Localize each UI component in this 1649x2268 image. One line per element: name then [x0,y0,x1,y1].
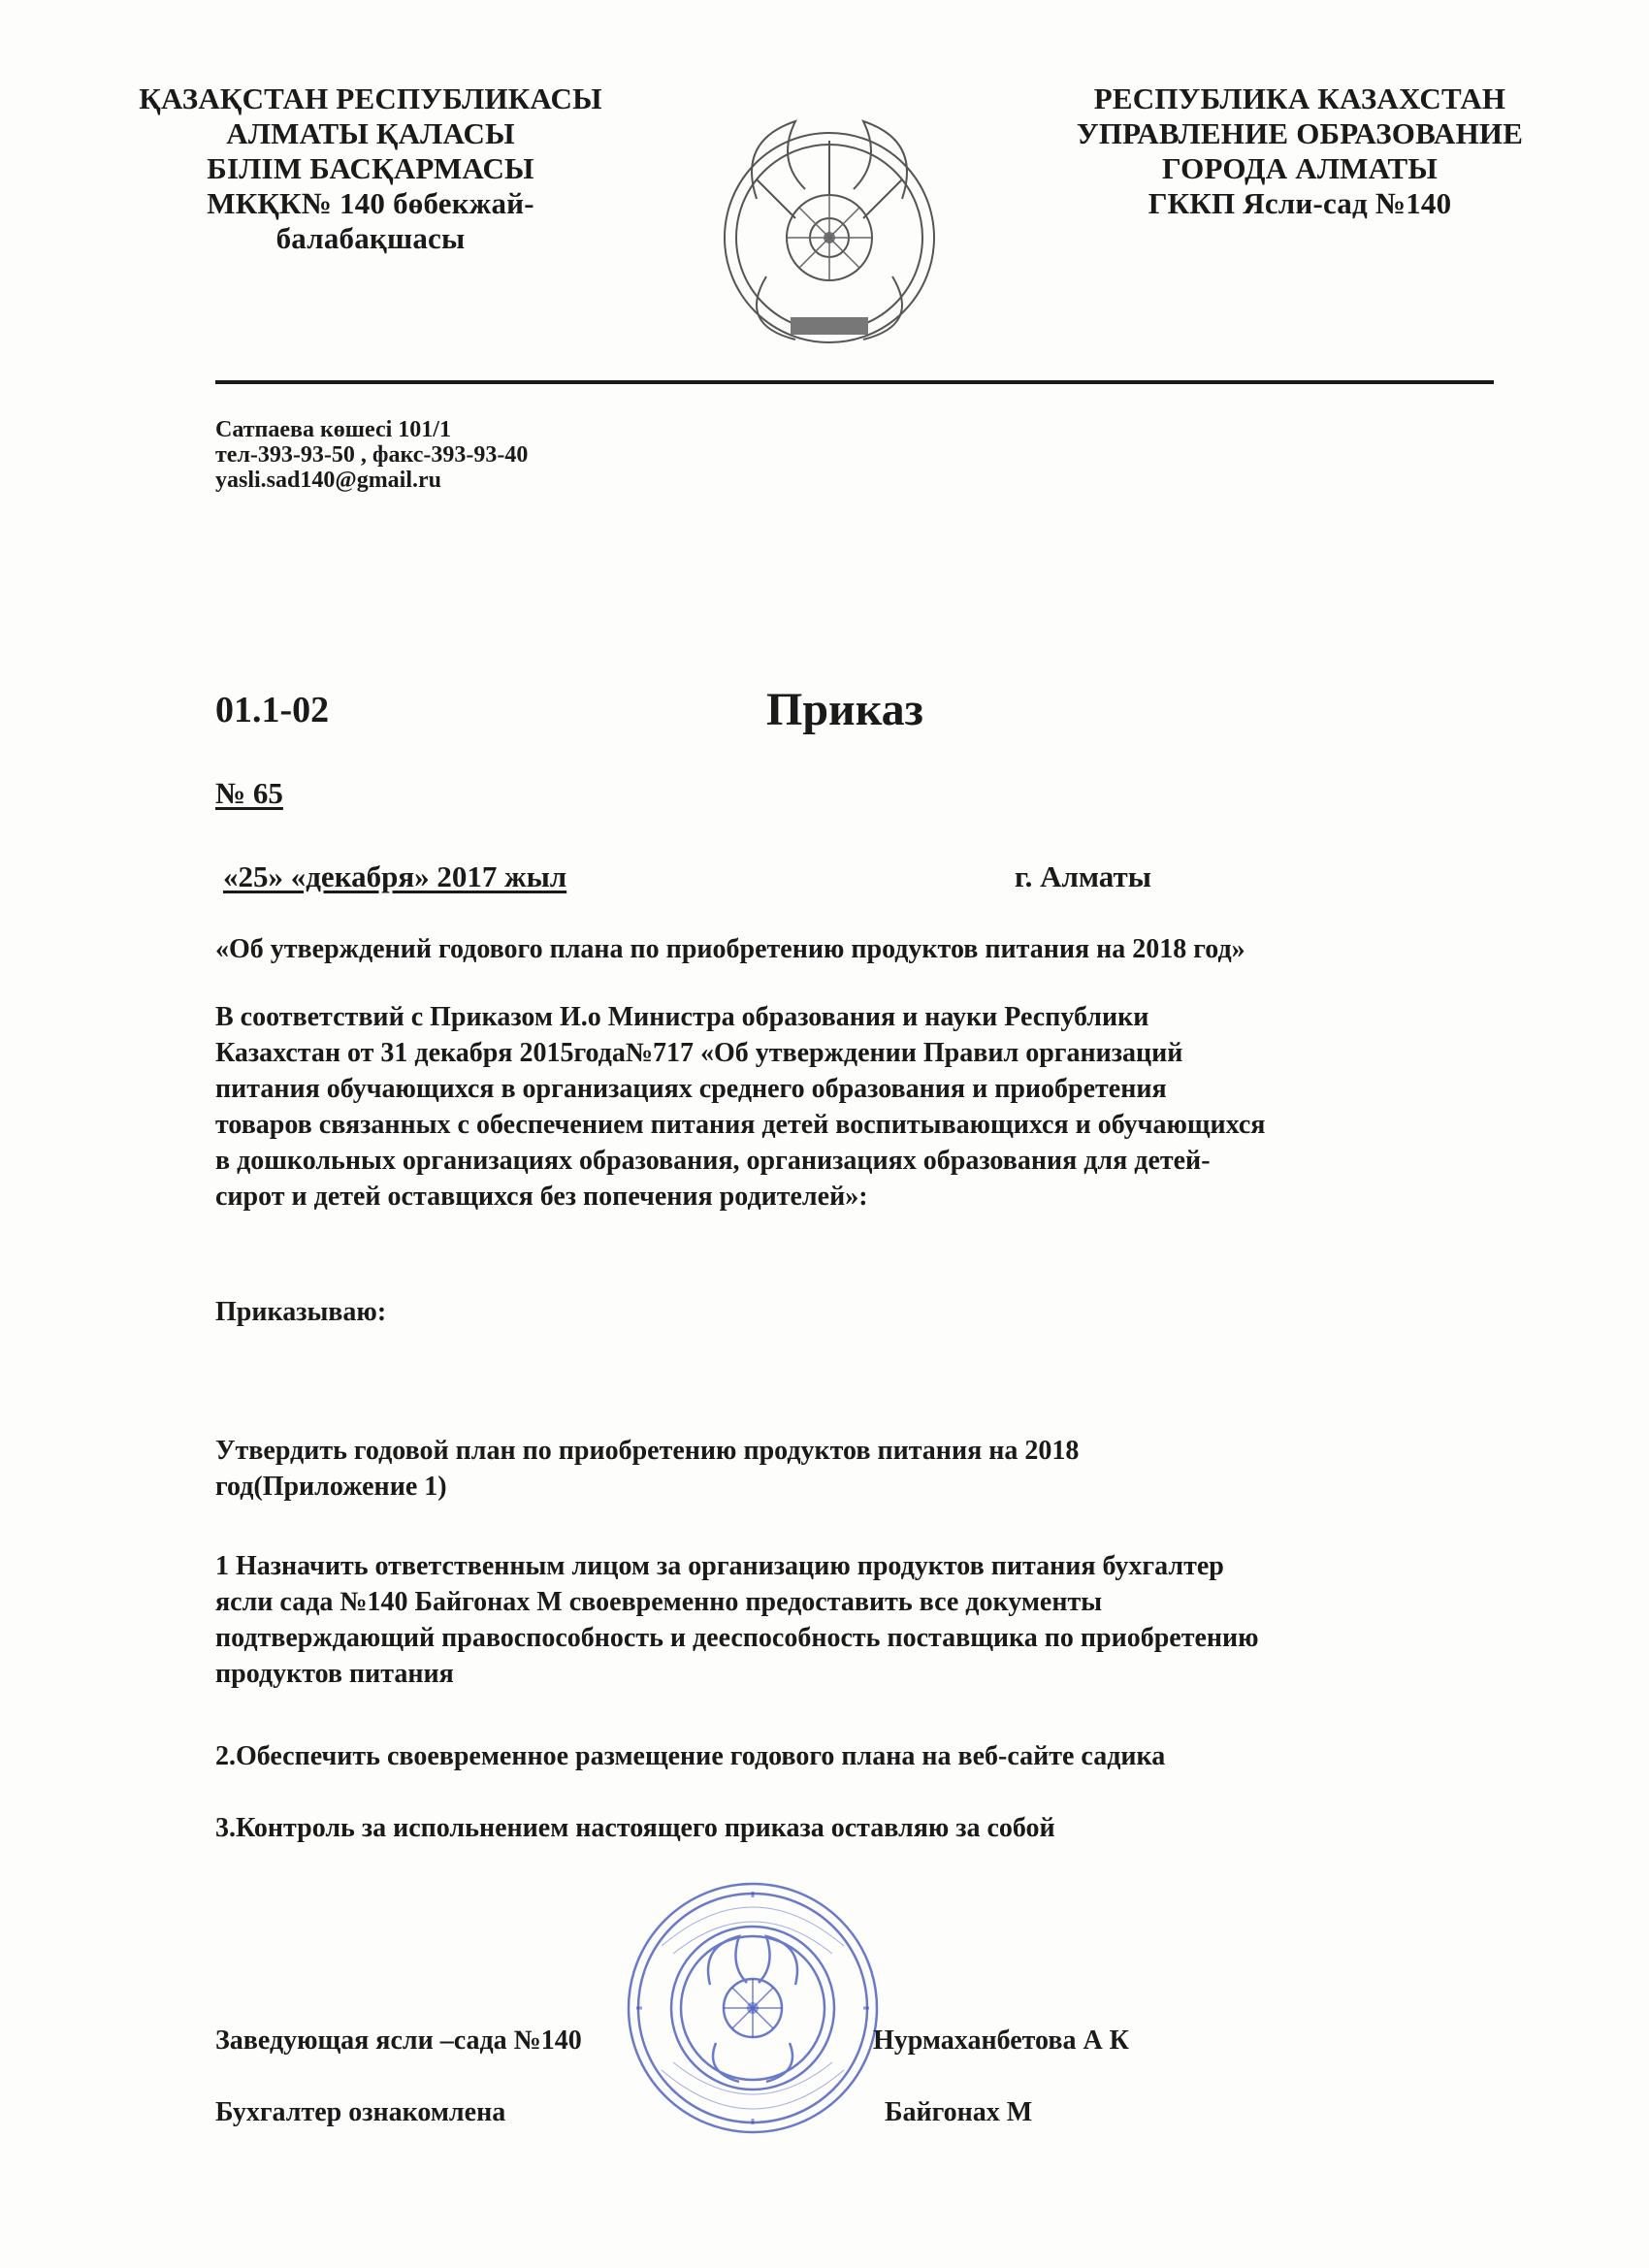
order-number: № 65 [215,776,283,810]
accountant-title: Бухгалтер ознакомлена [215,2097,506,2127]
item-line: ясли сада №140 Байгонах М своевременно предоставить все документы [215,1587,1103,1617]
document-code: 01.1-02 [215,690,330,730]
accountant-name: Байгонах М [885,2097,1033,2127]
preamble [215,999,1505,1215]
header-left-line: МКҚК№ 140 бөбекжай- [207,186,534,220]
header-right-line: ГОРОДА АЛМАТЫ [1162,151,1438,185]
order-city: г. Алматы [1015,859,1151,893]
header-left-line: БІЛІМ БАСҚАРМАСЫ [207,151,534,185]
order-item [215,1738,1505,1774]
preamble-line: в дошкольных организациях образования, организациях образования для детей- [215,1146,1211,1176]
preamble-line: В соответствий с Приказом И.о Министра образования и науки Республики [215,1002,1149,1032]
order-date: «25» «декабря» 2017 жыл [223,859,567,893]
header-left [109,81,632,256]
header-left-line: АЛМАТЫ ҚАЛАСЫ [226,116,515,150]
head-signatory-title: Заведующая ясли –сада №140 [215,2025,582,2056]
header-left-line: балабақшасы [275,221,466,255]
preamble-line: питания обучающихся в организациях среднего образования и приобретения [215,1074,1167,1104]
header-divider [215,380,1494,384]
item-line: Утвердить годовой план по приобретению продуктов питания на 2018 [215,1436,1080,1466]
email: yasli.sad140@gmail.ru [215,468,442,493]
preamble-line: сирот и детей оставщихся без попечения родителей»: [215,1182,868,1212]
header-right-line: РЕСПУБЛИКА КАЗАХСТАН [1093,81,1506,115]
item-line: продуктов питания [215,1659,454,1689]
header-right-line: ГККП Ясли-сад №140 [1148,186,1452,220]
header-right [1038,81,1562,221]
order-subject [215,931,1505,967]
item-line: 2.Обеспечить своевременное размещение годового плана на веб-сайте садика [215,1741,1166,1771]
item-line: подтверждающий правоспособность и дееспособность поставщика по приобретению [215,1623,1259,1653]
order-item [215,1548,1505,1692]
header-left-line: ҚАЗАҚСТАН РЕСПУБЛИКАСЫ [139,81,602,115]
item-line: 3.Контроль за испольнением настоящего приказа оставляю за собой [215,1813,1055,1843]
item-line: 1 Назначить ответственным лицом за организацию продуктов питания бухгалтер [215,1551,1224,1581]
official-seal-icon [623,1878,883,2138]
phone-fax: тел-393-93-50 , факс-393-93-40 [215,442,529,468]
head-signatory-name: Нурмаханбетова А К [873,2025,1129,2056]
header-right-line: УПРАВЛЕНИЕ ОБРАЗОВАНИЕ [1076,116,1524,150]
order-item [215,1433,1505,1505]
preamble-line: Казахстан от 31 декабря 2015года№717 «Об утверждении Правил организаций [215,1038,1183,1068]
state-emblem-icon [698,102,960,354]
order-item [215,1810,1505,1846]
document-title: Приказ [766,684,923,735]
subject-line: «Об утверждений годового плана по приобретению продуктов питания на 2018 год» [215,934,1245,964]
order-word: Приказываю: [215,1297,387,1327]
preamble-line: товаров связанных с обеспечением питания детей воспитывающихся и обучающихся [215,1110,1266,1140]
item-line: год(Приложение 1) [215,1472,447,1502]
address: Сатпаева көшесі 101/1 [215,417,451,442]
contacts [215,417,528,493]
